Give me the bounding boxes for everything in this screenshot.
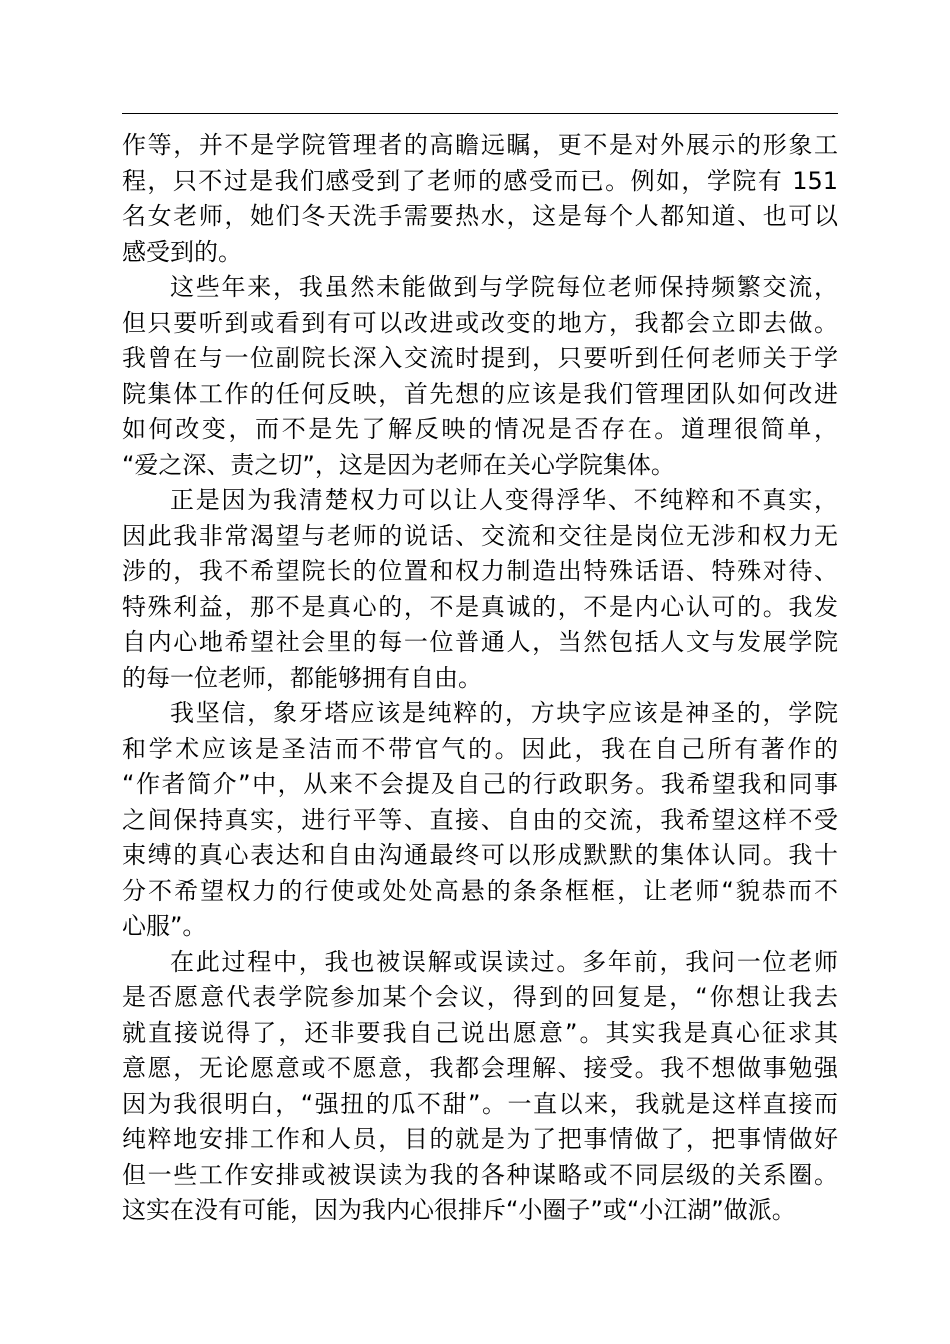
text-line: 名女老师，她们冬天洗手需要热水，这是每个人都知道、也可以 xyxy=(122,202,838,230)
body-text xyxy=(122,128,838,1229)
text-line: 院集体工作的任何反映，首先想的应该是我们管理团队如何改进 xyxy=(122,379,838,408)
text-line: 自内心地希望社会里的每一位普通人，当然包括人文与发展学院 xyxy=(122,628,838,656)
text-line: 束缚的真心表达和自由沟通最终可以形成默默的集体认同。我十 xyxy=(122,841,838,869)
text-line: 因此我非常渴望与老师的说话、交流和交往是岗位无涉和权力无 xyxy=(122,521,838,550)
text-line: “作者简介”中，从来不会提及自己的行政职务。我希望我和同事 xyxy=(122,770,838,798)
text-line: “爱之深、责之切”，这是因为老师在关心学院集体。 xyxy=(122,450,675,479)
text-line: 我坚信，象牙塔应该是纯粹的，方块字应该是神圣的，学院 xyxy=(170,699,838,727)
text-line: 涉的，我不希望院长的位置和权力制造出特殊话语、特殊对待、 xyxy=(122,557,838,585)
text-line: 这些年来，我虽然未能做到与学院每位老师保持频繁交流， xyxy=(170,273,838,301)
text-line: 分不希望权力的行使或处处高悬的条条框框，让老师“貌恭而不 xyxy=(122,876,838,905)
text-line: 在此过程中，我也被误解或误读过。多年前，我问一位老师 xyxy=(170,947,838,976)
text-line: 正是因为我清楚权力可以让人变得浮华、不纯粹和不真实， xyxy=(170,486,838,514)
text-line: 程，只不过是我们感受到了老师的感受而已。例如，学院有 151 xyxy=(122,166,838,195)
text-line: 我曾在与一位副院长深入交流时提到，只要听到任何老师关于学 xyxy=(122,344,838,372)
text-line: 纯粹地安排工作和人员，目的就是为了把事情做了，把事情做好 xyxy=(122,1125,838,1153)
paragraph xyxy=(122,270,838,483)
paragraph xyxy=(122,945,838,1229)
text-line: 和学术应该是圣洁而不带官气的。因此，我在自己所有著作的 xyxy=(122,734,838,763)
text-line: 意愿，无论愿意或不愿意，我都会理解、接受。我不想做事勉强 xyxy=(122,1054,838,1082)
text-line: 但只要听到或看到有可以改进或改变的地方，我都会立即去做。 xyxy=(122,308,838,337)
text-line: 的每一位老师，都能够拥有自由。 xyxy=(122,663,482,692)
text-line: 特殊利益，那不是真心的，不是真诚的，不是内心认可的。我发 xyxy=(122,592,838,621)
text-line: 之间保持真实，进行平等、直接、自由的交流，我希望这样不受 xyxy=(122,805,838,834)
text-line: 因为我很明白，“强扭的瓜不甜”。一直以来，我就是这样直接而 xyxy=(122,1089,838,1118)
text-line: 作等，并不是学院管理者的高瞻远瞩，更不是对外展示的形象工 xyxy=(122,131,838,159)
paragraph xyxy=(122,696,838,945)
paragraph xyxy=(122,128,838,270)
paragraph xyxy=(122,483,838,696)
text-line: 感受到的。 xyxy=(122,237,242,266)
text-line: 这实在没有可能，因为我内心很排斥“小圈子”或“小江湖”做派。 xyxy=(122,1196,796,1224)
header-rule xyxy=(122,113,838,114)
text-line: 如何改变，而不是先了解反映的情况是否存在。道理很简单， xyxy=(122,415,838,443)
text-line: 心服”。 xyxy=(122,912,207,940)
text-line: 是否愿意代表学院参加某个会议，得到的回复是，“你想让我去 xyxy=(122,983,838,1011)
text-line: 但一些工作安排或被误读为我的各种谋略或不同层级的关系圈。 xyxy=(122,1160,838,1189)
text-line: 就直接说得了，还非要我自己说出愿意”。其实我是真心征求其 xyxy=(122,1018,838,1047)
